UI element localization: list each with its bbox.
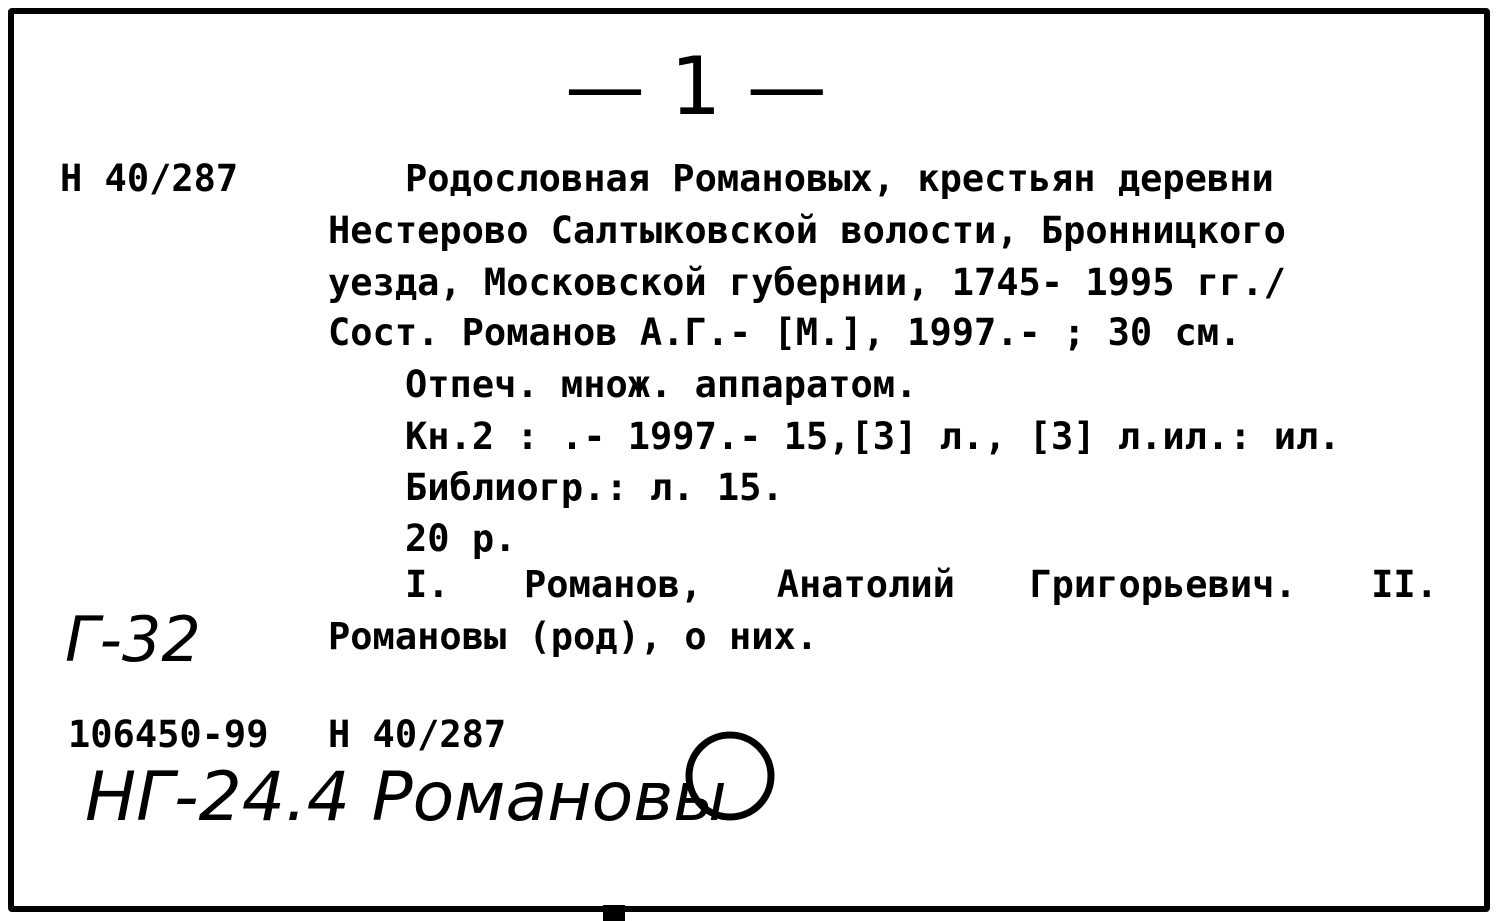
subject-token: Романов,: [524, 563, 703, 606]
note-volume: Кн.2 : .- 1997.- 15,[3] л., [3] л.ил.: ил.: [405, 415, 1341, 458]
call-number: Н 40/287: [60, 157, 239, 200]
note-price: 20 р.: [405, 517, 517, 560]
title-line-3: уезда, Московской губернии, 1745- 1995 гг./: [328, 261, 1286, 304]
title-line-4: Сост. Романов А.Г.- [М.], 1997.- ; 30 см.: [328, 311, 1242, 354]
note-printing: Отпеч. множ. аппаратом.: [405, 363, 918, 406]
note-bibliography: Библиогр.: л. 15.: [405, 466, 784, 509]
subject-token: II.: [1371, 563, 1438, 606]
handwritten-code: Г-32: [65, 603, 201, 676]
subject-token: I.: [405, 563, 450, 606]
title-line-2: Нестерово Салтыковской волости, Бронницкого: [328, 209, 1286, 252]
call-number-bottom: Н 40/287: [328, 713, 507, 756]
punch-hole-icon: [603, 905, 625, 921]
title-line-1-text: Родословная Романовых, крестьян деревни: [405, 157, 1274, 200]
subject-token: Анатолий: [776, 563, 955, 606]
subjects-line-2: Романовы (род), о них.: [328, 615, 819, 658]
circle-stamp-icon: [689, 735, 771, 817]
subject-token: Григорьевич.: [1029, 563, 1297, 606]
handwritten-shelf-mark: НГ-24.4 Романовы: [85, 758, 727, 837]
inventory-number: 106450-99: [68, 713, 269, 756]
page-number: — 1 —: [565, 40, 827, 133]
